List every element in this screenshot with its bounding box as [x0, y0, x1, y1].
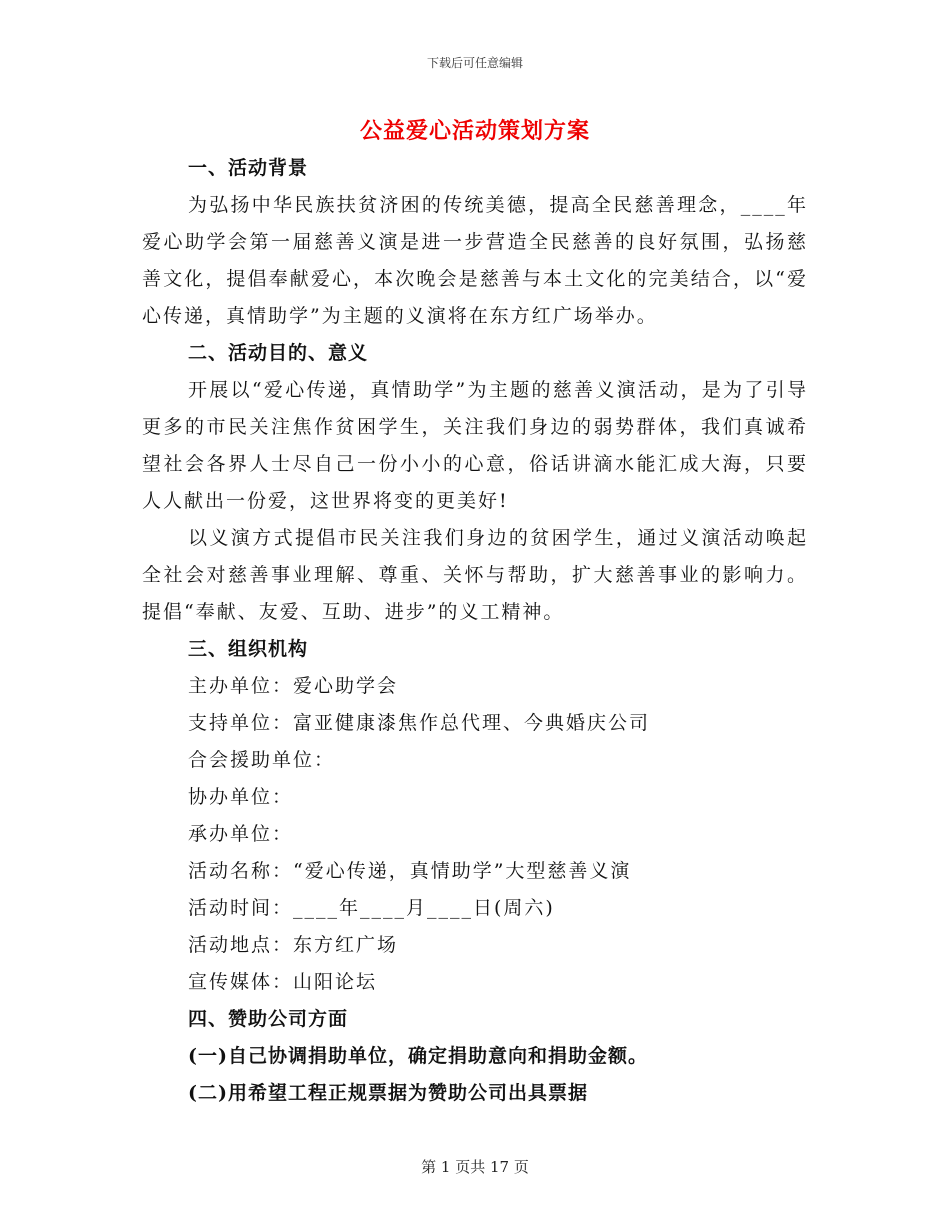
page-number-footer: 第 1 页共 17 页	[421, 1158, 529, 1176]
document-body	[142, 150, 808, 1112]
paragraph-purpose-1: 开展以“爱心传递，真情助学”为主题的慈善义演活动，是为了引导更多的市民关注焦作贫困学生，关注我们身边的弱势群体，我们真诚希望社会各界人士尽自己一份小小的心意，俗话讲滴水能汇成大海，只要人人献出一份爱，这世界将变的更美好!	[142, 379, 808, 512]
org-line-co-organizer: 协办单位：	[188, 786, 294, 808]
section-heading-background: 一、活动背景	[188, 157, 309, 179]
page-header-note: 下载后可任意编辑	[426, 56, 523, 70]
section-heading-organization: 三、组织机构	[188, 638, 309, 660]
org-line-media: 宣传媒体：山阳论坛	[188, 971, 378, 993]
section-heading-sponsors: 四、赞助公司方面	[188, 1008, 349, 1030]
paragraph-background: 为弘扬中华民族扶贫济困的传统美德，提高全民慈善理念，____年爱心助学会第一届慈善义演是进一步营造全民慈善的良好氛围，弘扬慈善文化，提倡奉献爱心，本次晚会是慈善与本土文化的完美结合，以“爱心传递，真情助学”为主题的义演将在东方红广场举办。	[142, 194, 808, 327]
org-line-supporter: 支持单位：富亚健康漆焦作总代理、今典婚庆公司	[188, 712, 651, 734]
org-line-event-venue: 活动地点：东方红广场	[188, 934, 399, 956]
section-heading-purpose: 二、活动目的、意义	[188, 342, 369, 364]
org-line-aid: 合会援助单位：	[188, 749, 336, 771]
paragraph-purpose-2: 以义演方式提倡市民关注我们身边的贫困学生，通过义演活动唤起全社会对慈善事业理解、尊重、关怀与帮助，扩大慈善事业的影响力。提倡“奉献、友爱、互助、进步”的义工精神。	[142, 527, 808, 623]
sponsor-item-2: (二)用希望工程正规票据为赞助公司出具票据	[188, 1082, 588, 1104]
org-line-event-time: 活动时间：____年____月____日(周六)	[188, 897, 555, 919]
document-title: 公益爱心活动策划方案	[359, 118, 590, 144]
org-line-event-name: 活动名称：“爱心传递，真情助学”大型慈善义演	[188, 860, 632, 882]
org-line-undertaker: 承办单位：	[188, 823, 294, 845]
sponsor-item-1: (一)自己协调捐助单位，确定捐助意向和捐助金额。	[188, 1045, 648, 1067]
org-line-host: 主办单位：爱心助学会	[188, 675, 399, 697]
